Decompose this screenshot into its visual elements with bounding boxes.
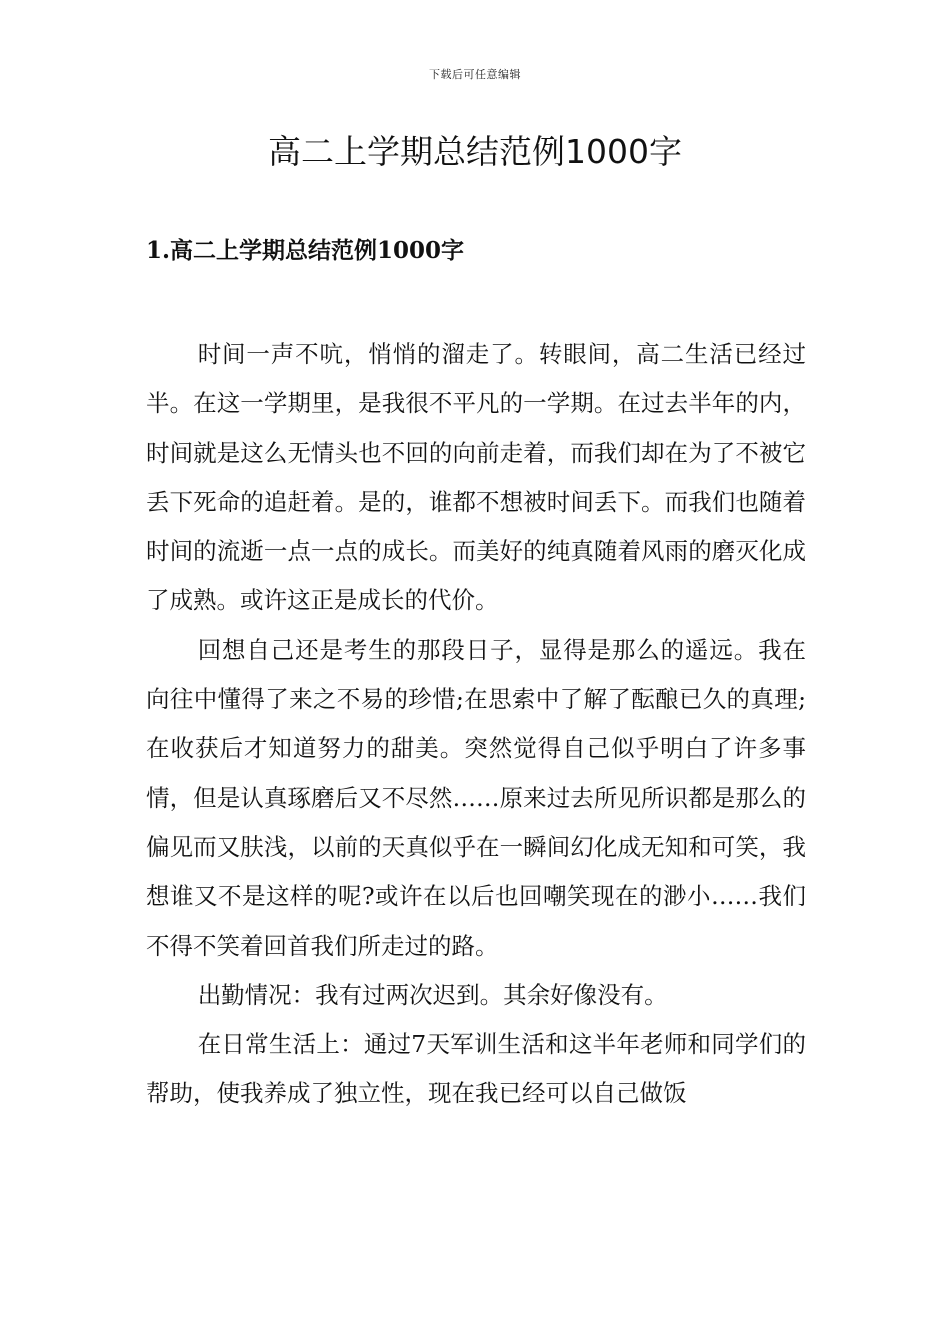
section-heading: 1.高二上学期总结范例1000字 (146, 237, 465, 264)
body-text (146, 330, 806, 1119)
paragraph-reflection: 回想自己还是考生的那段日子，显得是那么的遥远。我在向往中懂得了来之不易的珍惜;在思索中了解了酝酿已久的真理;在收获后才知道努力的甜美。突然觉得自己似乎明白了许多事情，但是认真琢磨后又不尽然……原来过去所见所识都是那么的偏见而又肤浅，以前的天真似乎在一瞬间幻化成无知和可笑，我想谁又不是这样的呢?或许在以后也回嘲笑现在的渺小……我们不得不笑着回首我们所走过的路。 (146, 635, 806, 960)
paragraph-time-passing: 时间一声不吭，悄悄的溜走了。转眼间，高二生活已经过半。在这一学期里，是我很不平凡的一学期。在过去半年的内，时间就是这么无情头也不回的向前走着，而我们却在为了不被它丢下死命的追赶着。是的，谁都不想被时间丢下。而我们也随着时间的流逝一点一点的成长。而美好的纯真随着风雨的磨灭化成了成熟。或许这正是成长的代价。 (146, 340, 806, 615)
paragraph-attendance: 出勤情况：我有过两次迟到。其余好像没有。 (197, 980, 668, 1009)
document-title: 高二上学期总结范例1000字 (268, 132, 682, 171)
paragraph-daily-life: 在日常生活上：通过7天军训生活和这半年老师和同学们的帮助，使我养成了独立性，现在我已经可以自己做饭 (146, 1030, 806, 1108)
header-note: 下载后可任意编辑 (429, 68, 521, 81)
